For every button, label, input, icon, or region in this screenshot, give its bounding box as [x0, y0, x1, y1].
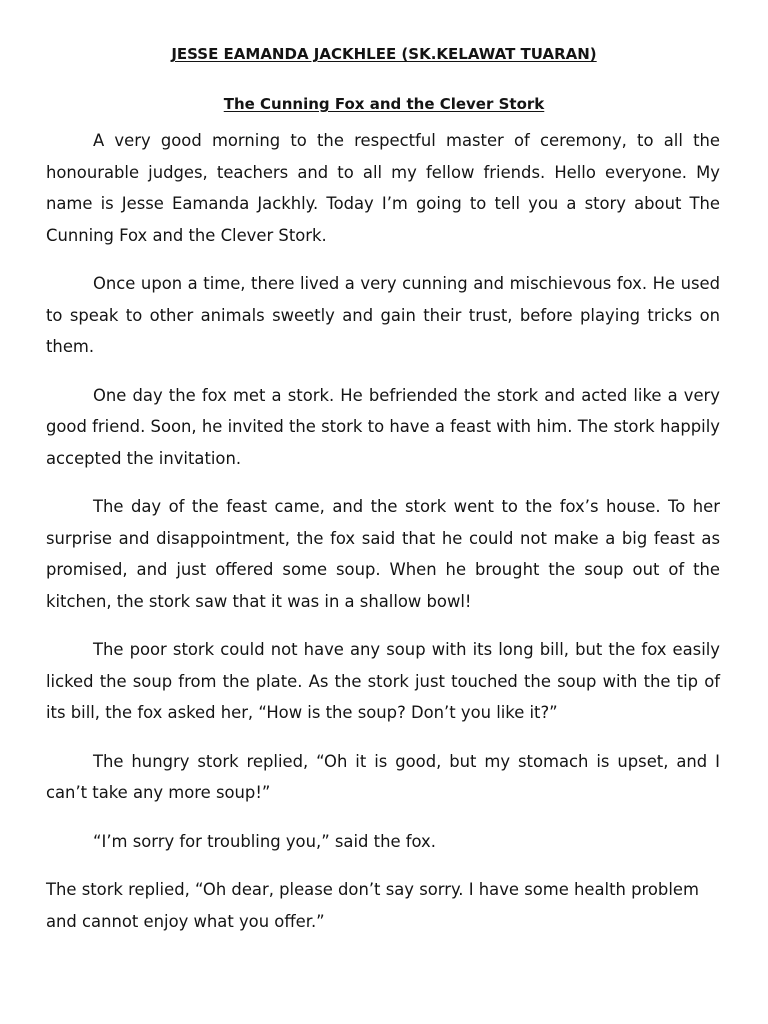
paragraph-stork-reply: The stork replied, “Oh dear, please don’t say sorry. I have some health problem and cannot enjoy what you offer.”: [46, 880, 699, 931]
paragraph-hungry-stork: The hungry stork replied, “Oh it is good, but my stomach is upset, and I can’t take any more soup!”: [46, 751, 720, 802]
story-title: The Cunning Fox and the Clever Stork: [223, 95, 545, 113]
author-heading: JESSE EAMANDA JACKHLEE (SK.KELAWAT TUARAN): [171, 45, 597, 63]
paragraph-poor-stork: The poor stork could not have any soup with its long bill, but the fox easily licked the soup from the plate. As the stork just touched the soup with the tip of its bill, the fox asked her, “How is the soup? Don’t you like it?”: [46, 640, 720, 722]
paragraph-fox-apology: “I’m sorry for troubling you,” said the fox.: [93, 831, 436, 851]
story-body: [46, 125, 720, 954]
paragraph-feast-day: The day of the feast came, and the stork went to the fox’s house. To her surprise and disappointment, the fox said that he could not make a big feast as promised, and just offered some soup. When he brought the soup out of the kitchen, the stork saw that it was in a shallow bowl!: [46, 497, 720, 611]
paragraph-fox-met-stork: One day the fox met a stork. He befriended the stork and acted like a very good friend. Soon, he invited the stork to have a feast with him. The stork happily accepted the invitation.: [46, 385, 720, 468]
paragraph-once-upon: Once upon a time, there lived a very cunning and mischievous fox. He used to speak to other animals sweetly and gain their trust, before playing tricks on them.: [46, 274, 720, 356]
paragraph-introduction: A very good morning to the respectful master of ceremony, to all the honourable judges, teachers and to all my fellow friends. Hello everyone. My name is Jesse Eamanda Jackhly. Today I’m going to tell you a story about The Cunning Fox and the Clever Stork.: [46, 131, 720, 245]
